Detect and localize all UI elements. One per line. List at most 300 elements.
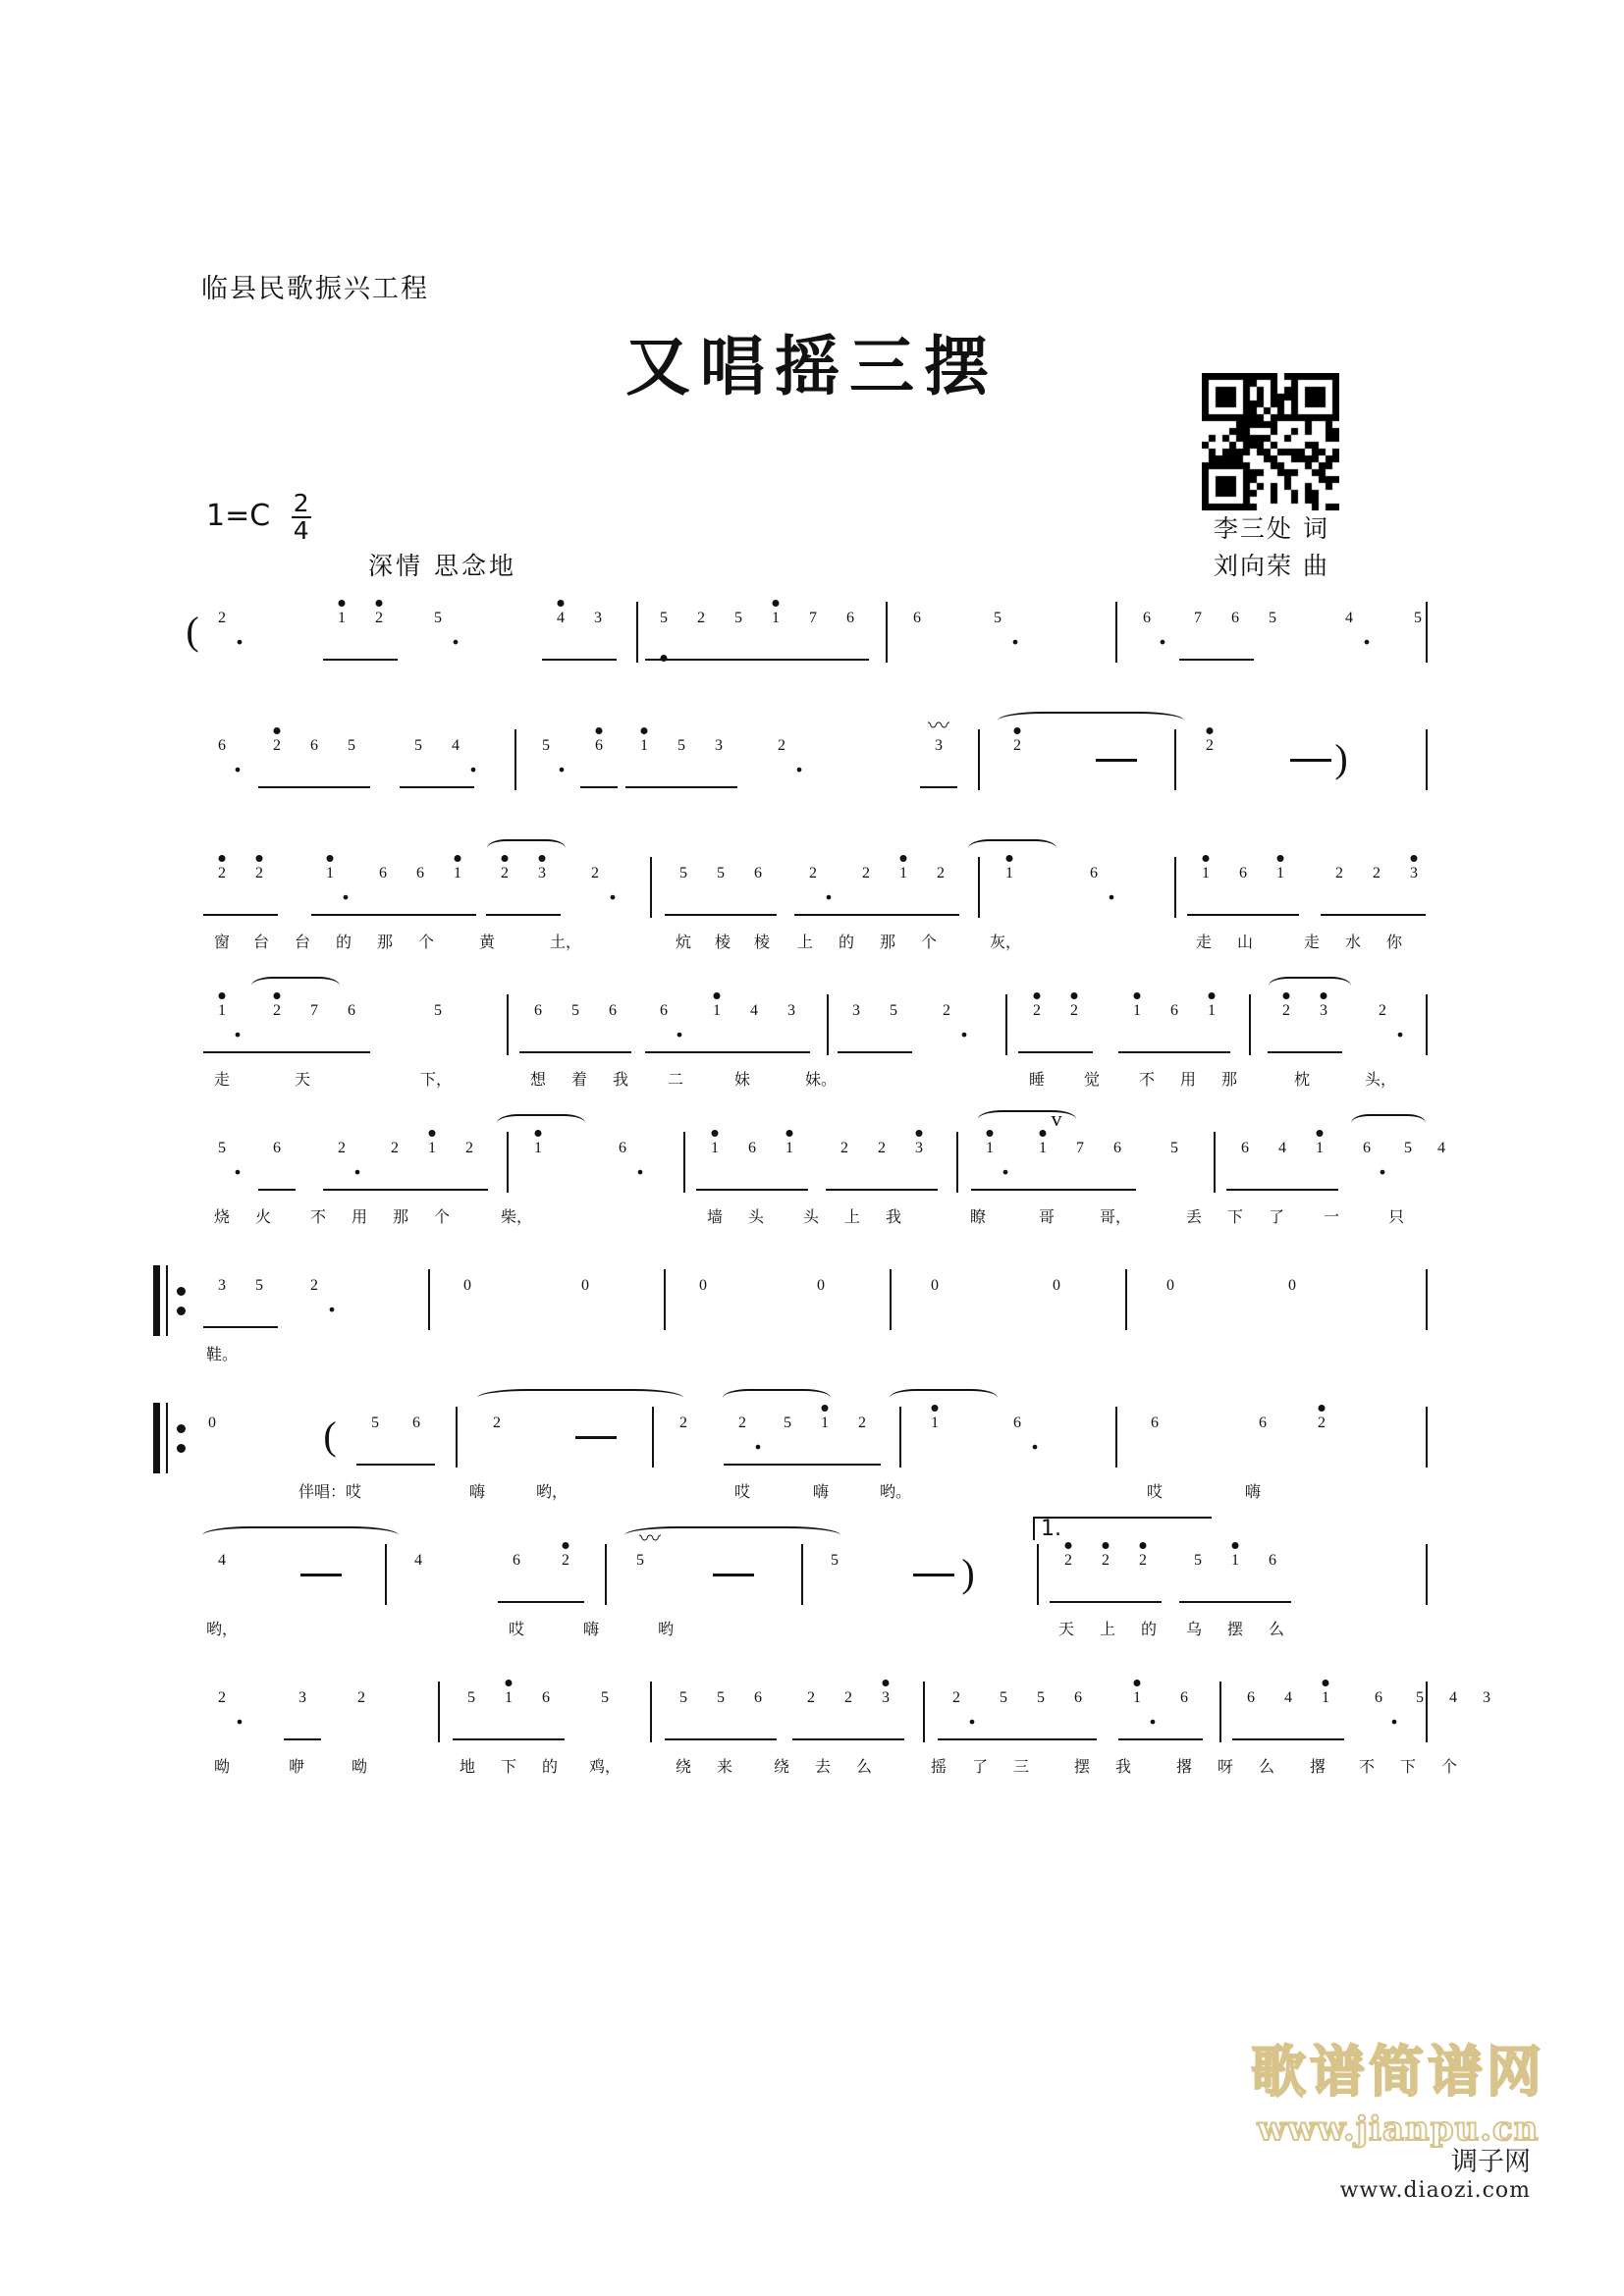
music-system	[186, 604, 1426, 712]
note: 1	[1231, 1552, 1239, 1569]
lyric-syllable: 一	[1323, 1209, 1340, 1226]
note: 5	[434, 1002, 442, 1019]
lyric-syllable: 嗨	[812, 1484, 830, 1501]
lyric-syllable: 下	[1399, 1759, 1417, 1776]
octave-dot-high	[1134, 992, 1141, 999]
score-text: (	[186, 609, 199, 653]
lyricist: 李三处 词	[1214, 514, 1329, 543]
lyric-syllable: 妹	[733, 1072, 751, 1089]
octave-dot-high	[1321, 992, 1327, 999]
score-text: .	[1010, 609, 1020, 653]
score-text: .	[235, 1688, 244, 1733]
credits	[1214, 510, 1329, 584]
note: 5	[1404, 1140, 1412, 1156]
lyric-syllable: 么	[855, 1759, 873, 1776]
note: 1	[772, 610, 780, 626]
note: 1	[713, 1002, 721, 1019]
lyric-syllable: 的	[541, 1759, 559, 1776]
lyric-syllable: 睡	[1028, 1072, 1046, 1089]
note: 0	[463, 1277, 471, 1294]
note: 2	[255, 865, 263, 881]
note: 2	[1102, 1552, 1110, 1569]
barline	[1005, 994, 1007, 1055]
note: 2	[273, 737, 281, 754]
score-text: .	[233, 1139, 243, 1183]
lyric-syllable: 走	[1195, 934, 1213, 951]
note: 1	[505, 1689, 513, 1706]
note: 6	[513, 1552, 520, 1569]
lyric-syllable: 哟，	[535, 1484, 568, 1501]
octave-dot-high	[1014, 727, 1021, 734]
note: 6	[1269, 1552, 1276, 1569]
beam-underline	[356, 1464, 435, 1466]
beam-underline	[1226, 1189, 1338, 1191]
note: 2	[1139, 1552, 1147, 1569]
duration-dash	[1096, 759, 1137, 762]
octave-dot-high	[339, 600, 346, 607]
score-text: .	[1158, 609, 1167, 653]
note: 2	[562, 1552, 569, 1569]
lyric-syllable: 烧	[213, 1209, 231, 1226]
note: 1	[640, 737, 648, 754]
lyric-syllable: 上	[796, 934, 814, 951]
note: 3	[1410, 865, 1418, 881]
slur	[890, 1389, 998, 1407]
note: 5	[601, 1689, 609, 1706]
lyric-syllable: 炕	[675, 934, 692, 951]
beam-underline	[720, 659, 869, 661]
lyric-syllable: 台	[252, 934, 270, 951]
music-system	[192, 996, 1426, 1144]
lyric-syllable: 的	[335, 934, 352, 951]
lyric-syllable: 来	[716, 1759, 733, 1776]
note: 6	[1151, 1415, 1159, 1431]
lyric-syllable: 哟。	[879, 1484, 912, 1501]
note: 5	[784, 1415, 791, 1431]
note: 5	[679, 1689, 687, 1706]
key-signature	[206, 491, 311, 543]
lyric-syllable: 摇	[930, 1759, 947, 1776]
octave-dot-high	[327, 855, 334, 862]
octave-dot-high	[1140, 1542, 1147, 1549]
lyric-syllable: 哥	[1038, 1209, 1056, 1226]
score-text: .	[341, 864, 351, 908]
note: 2	[465, 1140, 473, 1156]
octave-dot-high	[1277, 855, 1284, 862]
watermark-url: www.jianpu.cn	[1257, 2109, 1540, 2149]
octave-dot-high	[563, 1542, 569, 1549]
barline	[1426, 1682, 1428, 1742]
note: 2	[937, 865, 945, 881]
barline	[652, 1407, 654, 1468]
lyric-syllable: 火	[254, 1209, 272, 1226]
note: 6	[310, 737, 318, 754]
composer: 刘向荣 曲	[1214, 551, 1329, 580]
lyric-syllable: 撂	[1309, 1759, 1326, 1776]
score-text: .	[794, 736, 804, 780]
note: 5	[218, 1140, 226, 1156]
beam-underline	[542, 659, 617, 661]
note: 2	[952, 1689, 960, 1706]
note: 6	[273, 1140, 281, 1156]
note: 2	[840, 1140, 848, 1156]
beam-underline	[284, 1738, 321, 1740]
beam-underline	[486, 914, 561, 916]
note: 3	[298, 1689, 306, 1706]
octave-dot-high	[1065, 1542, 1072, 1549]
qr-code	[1202, 373, 1339, 510]
note: 3	[715, 737, 723, 754]
lyric-syllable: 下	[500, 1759, 517, 1776]
barline	[438, 1682, 440, 1742]
score-text: v	[1051, 1106, 1062, 1131]
note: 2	[218, 1689, 226, 1706]
note: 5	[571, 1002, 579, 1019]
note: 6	[754, 1689, 762, 1706]
lyric-syllable: 个	[920, 934, 938, 951]
score-text: .	[327, 1276, 337, 1320]
note: 1	[1322, 1689, 1329, 1706]
note: 6	[1170, 1002, 1178, 1019]
barline	[1426, 994, 1428, 1055]
duration-dash	[300, 1574, 342, 1576]
lyric-syllable: 妹。	[804, 1072, 838, 1089]
score-text: .	[967, 1688, 977, 1733]
note: 1	[1208, 1002, 1216, 1019]
barline	[1426, 1544, 1428, 1605]
barline	[956, 1132, 958, 1193]
repeat-sign	[153, 1265, 192, 1336]
footer-url: www.diaozi.com	[1339, 2178, 1531, 2203]
slur	[497, 1114, 585, 1132]
note: 1	[986, 1140, 994, 1156]
note: 1	[785, 1140, 793, 1156]
barline	[683, 1132, 685, 1193]
lyric-syllable: 只	[1387, 1209, 1405, 1226]
watermark-title: 歌谱简谱网	[1251, 2040, 1545, 2105]
barline	[636, 602, 638, 663]
note: 0	[581, 1277, 589, 1294]
note: 2	[1318, 1415, 1326, 1431]
barline	[664, 1269, 666, 1330]
octave-dot-high	[786, 1130, 793, 1137]
note: 5	[679, 865, 687, 881]
score-text: .	[352, 1139, 362, 1183]
note: 6	[1090, 865, 1098, 881]
note: 1	[711, 1140, 719, 1156]
footer	[1340, 2140, 1531, 2203]
beam-underline	[498, 1601, 584, 1603]
barline	[1115, 602, 1117, 663]
note: 5	[1037, 1689, 1045, 1706]
note: 5	[994, 610, 1001, 626]
beam-underline	[838, 1051, 912, 1053]
note: 4	[750, 1002, 758, 1019]
octave-dot-high	[596, 727, 603, 734]
beam-underline	[400, 786, 474, 788]
note: 5	[717, 1689, 725, 1706]
note: 0	[699, 1277, 707, 1294]
barline	[1174, 857, 1176, 918]
score-text: .	[608, 864, 618, 908]
barline	[827, 994, 829, 1055]
lyric-syllable: 哟，	[205, 1622, 239, 1638]
beam-underline	[971, 1189, 1136, 1191]
lyric-syllable: 呦	[213, 1759, 231, 1776]
note: 6	[379, 865, 387, 881]
note: 0	[1166, 1277, 1174, 1294]
lyric-syllable: 觉	[1083, 1072, 1101, 1089]
note: 6	[1180, 1689, 1188, 1706]
beam-underline	[665, 914, 777, 916]
lyric-syllable: 哥，	[1099, 1209, 1132, 1226]
lyric-syllable: 那	[376, 934, 394, 951]
note: 6	[1259, 1415, 1267, 1431]
note: 6	[1241, 1140, 1249, 1156]
octave-dot-high	[219, 855, 226, 862]
octave-dot-high	[916, 1130, 923, 1137]
beam-underline	[1232, 1738, 1344, 1740]
lyric-syllable: 上	[1099, 1622, 1116, 1638]
music-system	[192, 714, 1426, 839]
octave-dot-high	[1103, 1542, 1110, 1549]
beam-underline	[792, 1738, 904, 1740]
lyric-syllable: 的	[1140, 1622, 1158, 1638]
barline	[1125, 1269, 1127, 1330]
duration-dash	[575, 1436, 617, 1439]
barline	[1037, 1544, 1039, 1605]
note: 1	[218, 1002, 226, 1019]
beam-underline	[203, 1051, 370, 1053]
note: 4	[1284, 1689, 1292, 1706]
barline	[1249, 994, 1251, 1055]
lyric-syllable: 台	[294, 934, 311, 951]
lyric-syllable: 我	[885, 1209, 902, 1226]
lyric-syllable: 绕	[675, 1759, 692, 1776]
lyric-syllable: 鸡，	[588, 1759, 622, 1776]
octave-dot-high	[376, 600, 383, 607]
note: 1	[1202, 865, 1210, 881]
score-text: .	[233, 736, 243, 780]
score-text: .	[824, 864, 834, 908]
slur	[723, 1389, 831, 1407]
ornament-mark: 〰	[927, 714, 950, 738]
note: 2	[1033, 1002, 1041, 1019]
beam-underline	[1187, 914, 1299, 916]
note: 5	[1269, 610, 1276, 626]
lyric-syllable: 头	[802, 1209, 820, 1226]
lyric-syllable: 么	[1258, 1759, 1275, 1776]
note: 6	[1363, 1140, 1371, 1156]
note: 7	[310, 1002, 318, 1019]
beam-underline	[580, 786, 618, 788]
lyric-syllable: 呀	[1217, 1759, 1234, 1776]
music-system	[192, 1106, 1445, 1281]
barline	[428, 1269, 430, 1330]
note: 1	[931, 1415, 939, 1431]
note: 5	[1194, 1552, 1202, 1569]
score-text: .	[233, 1001, 243, 1045]
note: 2	[1064, 1552, 1072, 1569]
beam-underline	[453, 1738, 565, 1740]
page-title: 又唱摇三摆	[625, 328, 999, 404]
beam-underline	[724, 1464, 881, 1466]
octave-dot-high	[641, 727, 648, 734]
note: 2	[1335, 865, 1343, 881]
note: 3	[915, 1140, 923, 1156]
beam-underline	[665, 1738, 777, 1740]
octave-dot-high	[900, 855, 907, 862]
watermark	[1251, 2029, 1545, 2149]
note: 2	[862, 865, 870, 881]
beam-underline	[826, 1189, 938, 1191]
lyric-syllable: 那	[879, 934, 896, 951]
octave-dot-high	[822, 1405, 829, 1412]
note: 3	[882, 1689, 890, 1706]
barline	[507, 994, 509, 1055]
barline	[978, 729, 980, 790]
note: 2	[1373, 865, 1380, 881]
score-text: .	[1389, 1688, 1399, 1733]
volta-label: 1.	[1041, 1517, 1061, 1541]
note: 0	[208, 1415, 216, 1431]
note: 1	[821, 1415, 829, 1431]
note: 2	[809, 865, 817, 881]
octave-dot-high	[539, 855, 546, 862]
note: 5	[831, 1552, 839, 1569]
octave-dot-high	[883, 1680, 890, 1686]
lyric-syllable: 天	[294, 1072, 311, 1089]
note: 2	[1379, 1002, 1386, 1019]
lyric-syllable: 嗨	[1244, 1484, 1262, 1501]
ornament-mark: 〰	[638, 1526, 662, 1551]
duration-dash	[913, 1574, 954, 1576]
note: 5	[734, 610, 742, 626]
repeat-sign	[153, 1403, 192, 1473]
score-text: .	[753, 1414, 763, 1458]
beam-underline	[1179, 659, 1254, 661]
note: 5	[890, 1002, 897, 1019]
beam-underline	[920, 786, 957, 788]
lyric-syllable: 枕	[1293, 1072, 1311, 1089]
lyric-syllable: 那	[392, 1209, 409, 1226]
lyric-syllable: 我	[1114, 1759, 1132, 1776]
lyric-syllable: 了	[1268, 1209, 1285, 1226]
note: 6	[1013, 1415, 1021, 1431]
beam-underline	[645, 659, 720, 661]
lyric-syllable: 嗨	[468, 1484, 486, 1501]
lyric-syllable: 着	[570, 1072, 588, 1089]
octave-dot-high	[1006, 855, 1013, 862]
score-text: .	[557, 736, 567, 780]
lyric-syllable: 不	[1138, 1072, 1156, 1089]
lyric-syllable: 水	[1344, 934, 1362, 951]
duration-dash	[713, 1574, 754, 1576]
lyric-syllable: 摆	[1073, 1759, 1091, 1776]
slur	[202, 1526, 399, 1544]
note: 3	[1320, 1002, 1327, 1019]
time-signature	[292, 491, 311, 543]
score-text: .	[468, 736, 478, 780]
octave-dot-high	[502, 855, 509, 862]
note: 1	[326, 865, 334, 881]
lyric-syllable: 鞋。	[205, 1347, 239, 1363]
beam-underline	[794, 914, 959, 916]
note: 3	[935, 737, 943, 754]
beam-underline	[625, 786, 737, 788]
lyric-syllable: 咿	[288, 1759, 305, 1776]
beam-underline	[258, 1189, 296, 1191]
octave-dot-high	[1207, 727, 1214, 734]
note: 2	[878, 1140, 886, 1156]
lyric-syllable: 个	[1440, 1759, 1458, 1776]
barline	[650, 1682, 652, 1742]
note: 3	[538, 865, 546, 881]
beam-underline	[258, 786, 370, 788]
note: 1	[1005, 865, 1013, 881]
lyric-syllable: 走	[213, 1072, 231, 1089]
beam-underline	[1118, 1051, 1230, 1053]
slur	[1269, 977, 1351, 994]
slur	[1351, 1114, 1426, 1132]
barline	[978, 857, 980, 918]
lyric-syllable: 哎	[508, 1622, 525, 1638]
octave-dot-high	[1209, 992, 1216, 999]
slur	[477, 1389, 683, 1407]
note: 3	[852, 1002, 860, 1019]
note: 7	[1076, 1140, 1084, 1156]
lyric-syllable: 哎	[1146, 1484, 1164, 1501]
lyric-syllable: 的	[838, 934, 855, 951]
barline	[923, 1682, 925, 1742]
octave-dot-high	[1319, 1405, 1326, 1412]
lyric-syllable: 那	[1220, 1072, 1238, 1089]
note: 6	[534, 1002, 542, 1019]
note: 2	[858, 1415, 866, 1431]
note: 2	[375, 610, 383, 626]
note: 4	[1345, 610, 1353, 626]
barline	[650, 857, 652, 918]
octave-dot-high	[429, 1130, 436, 1137]
meter-denominator: 4	[293, 515, 309, 545]
octave-dot-high	[506, 1680, 513, 1686]
lyric-syllable: 土，	[549, 934, 582, 951]
music-system	[192, 1517, 1426, 1693]
note: 2	[844, 1689, 852, 1706]
lyric-syllable: 下，	[419, 1072, 453, 1089]
octave-dot-high	[1317, 1130, 1324, 1137]
note: 5	[717, 865, 725, 881]
note: 0	[1053, 1277, 1060, 1294]
lyric-syllable: 摆	[1226, 1622, 1244, 1638]
slur	[968, 839, 1056, 857]
note: 5	[542, 737, 550, 754]
barline	[1219, 1682, 1221, 1742]
note: 2	[1206, 737, 1214, 754]
note: 3	[1483, 1689, 1490, 1706]
note: 2	[391, 1140, 399, 1156]
note: 2	[738, 1415, 746, 1431]
note: 5	[255, 1277, 263, 1294]
note: 4	[414, 1552, 422, 1569]
beam-underline	[311, 914, 476, 916]
lyric-syllable: 用	[351, 1209, 368, 1226]
beam-underline	[203, 914, 278, 916]
note: 5	[467, 1689, 475, 1706]
note: 6	[595, 737, 603, 754]
score-text: .	[959, 1001, 969, 1045]
note: 4	[452, 737, 460, 754]
